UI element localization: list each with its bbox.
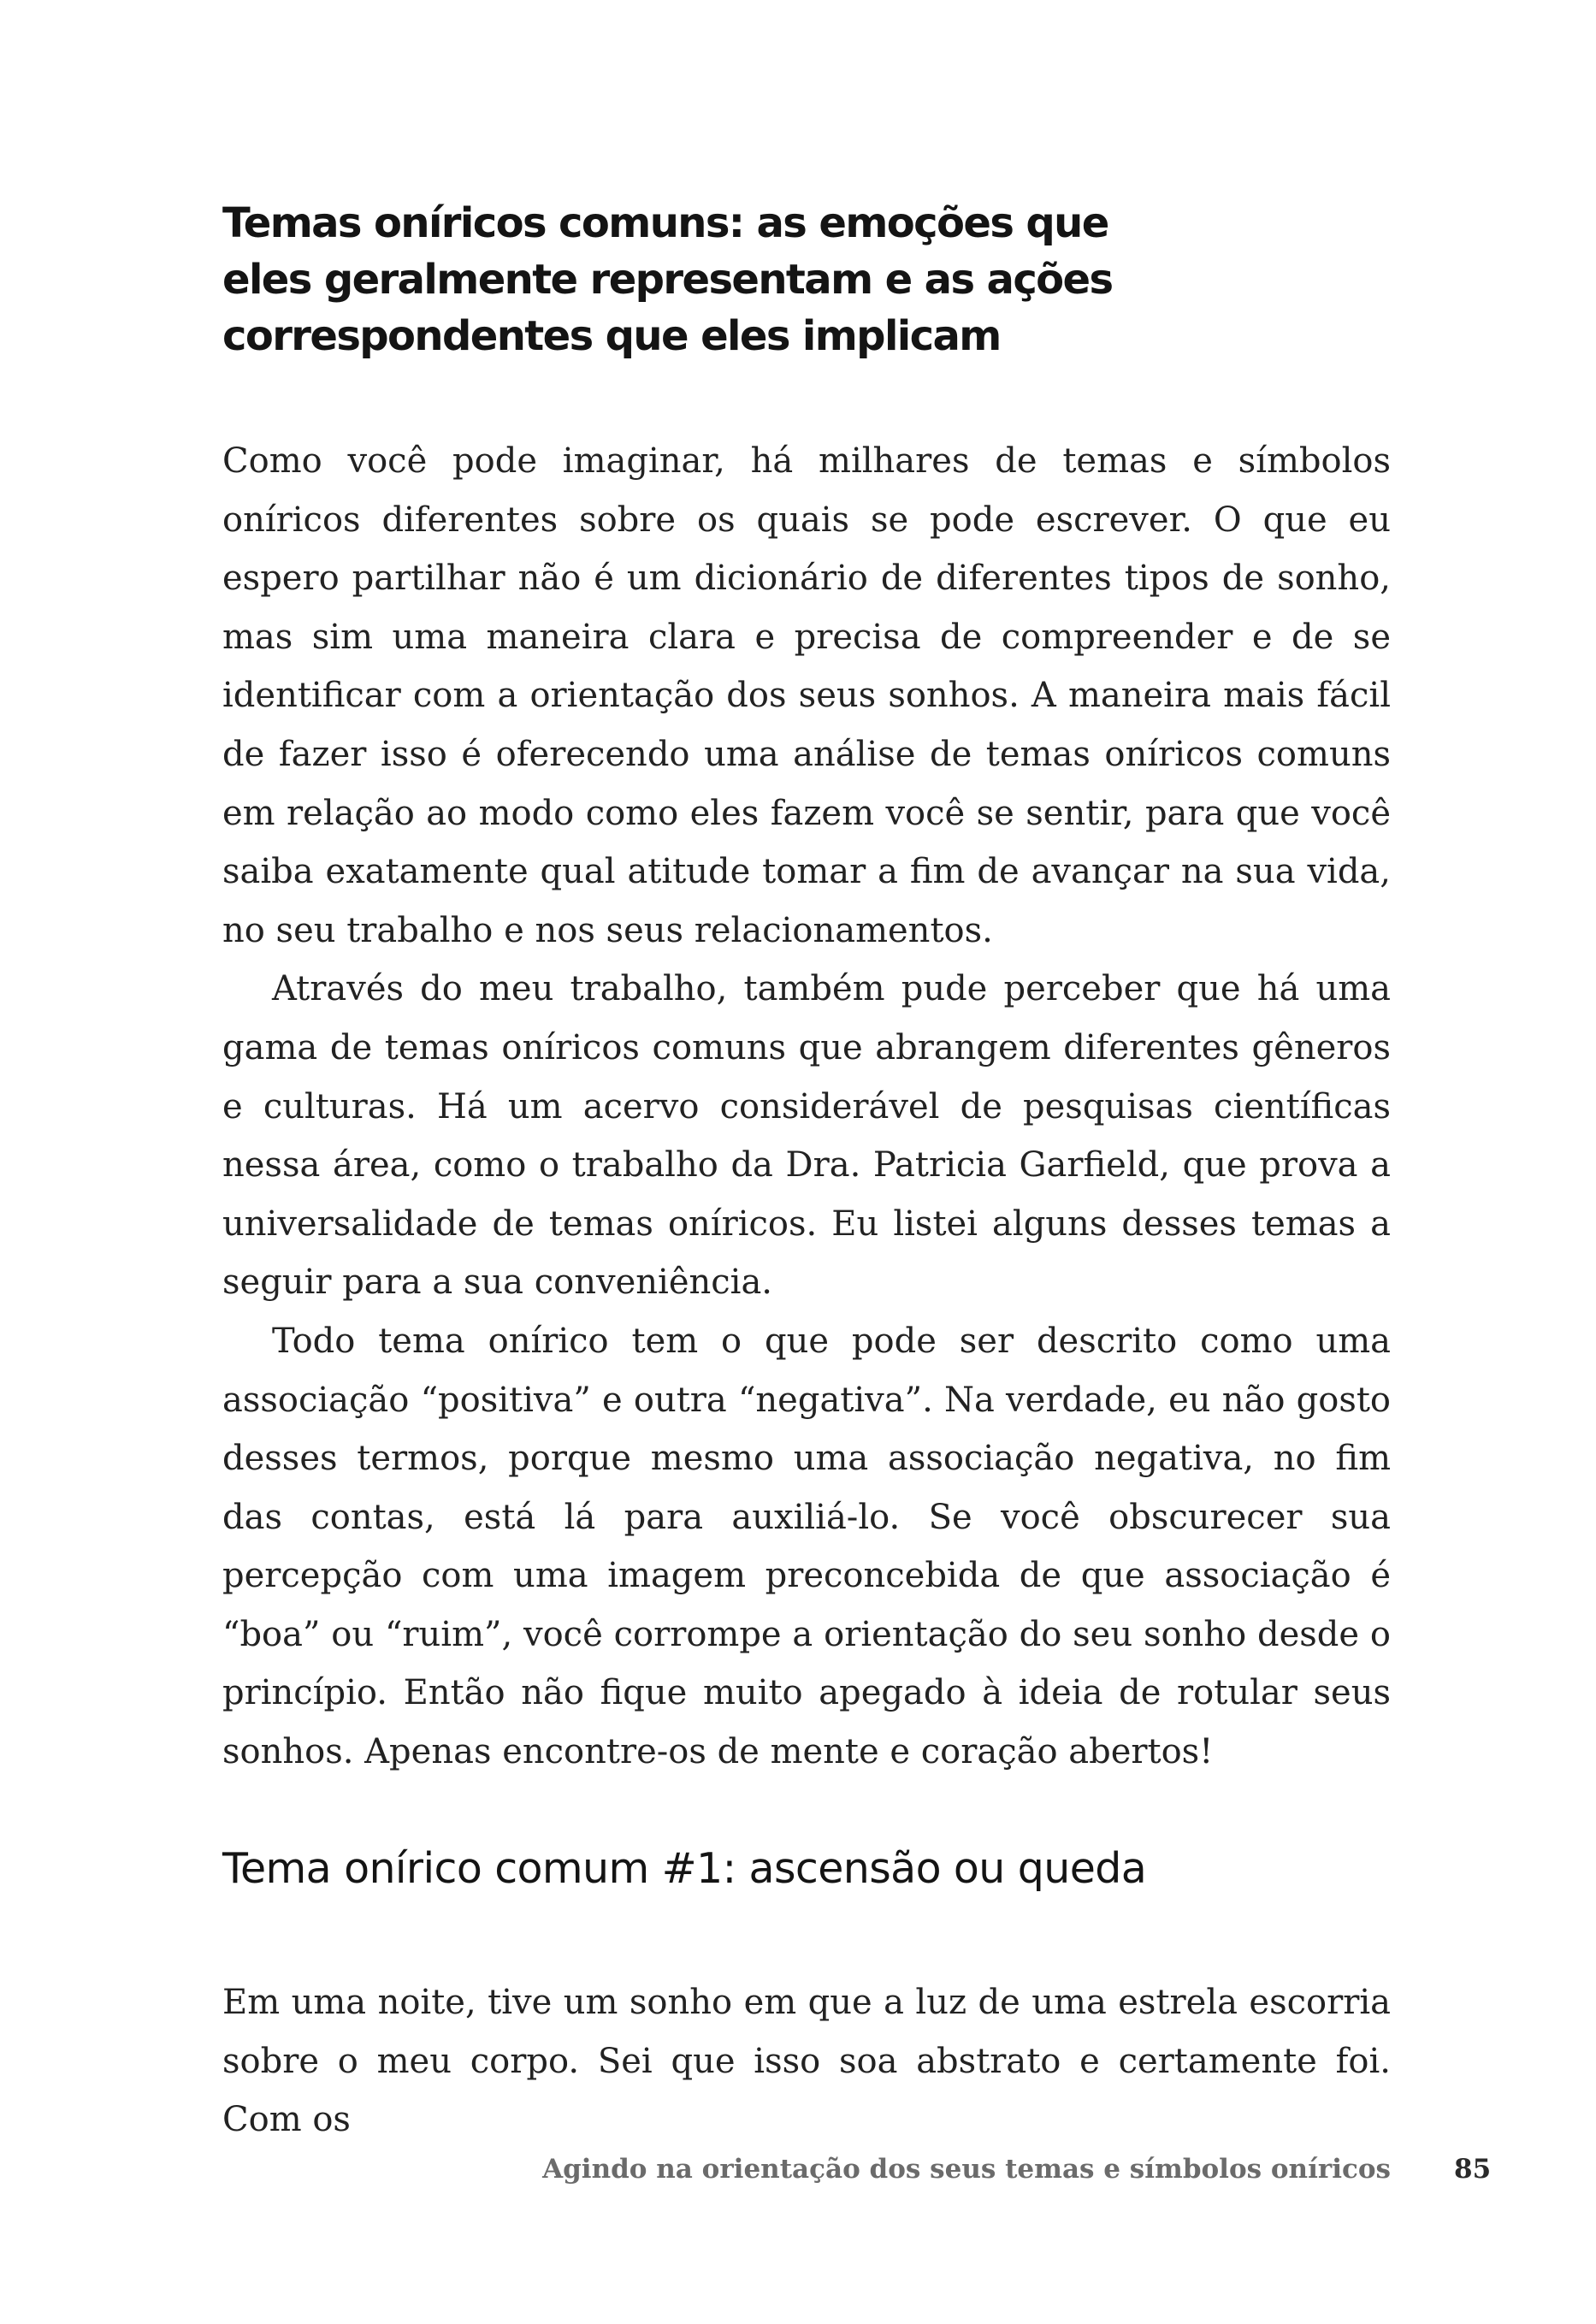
- paragraph-section-1: Em uma noite, tive um sonho em que a luz de uma estrela escorria sobre o meu corpo. Sei que isso soa abstrato e certamente foi. Com os: [222, 1983, 1391, 2140]
- paragraph-2: Através do meu trabalho, também pude perceber que há uma gama de temas oníricos comuns que abrangem diferentes gêneros e culturas. Há um acervo considerável de pesquisas científicas nessa área, como o trabalho da Dra. Patricia Garfield, que prova a universalidade de temas oníricos. Eu listei alguns desses temas a seguir para a sua conveniência.: [222, 969, 1391, 1303]
- paragraph-1: Como você pode imaginar, há milhares de temas e símbolos oníricos diferentes sobre os quais se pode escrever. O que eu espero partilhar não é um dicionário de diferentes tipos de sonho, mas sim uma maneira clara e precisa de compreender e de se identificar com a orientação dos seus sonhos. A maneira mais fácil de fazer isso é oferecendo uma análise de temas oníricos comuns em relação ao modo como eles fazem você se sentir, para que você saiba exatamente qual atitude tomar a fim de avançar na sua vida, no seu trabalho e nos seus relacionamentos.: [222, 441, 1391, 950]
- body-text-intro: [222, 432, 1391, 1782]
- running-footer-title: Agindo na orientação dos seus temas e símbolos oníricos: [542, 2154, 1391, 2185]
- page-number: 85: [1454, 2154, 1492, 2185]
- section-heading: Tema onírico comum #1: ascensão ou queda: [222, 1844, 1147, 1893]
- body-text-section: [222, 1973, 1391, 2150]
- chapter-heading: Temas oníricos comuns: as emoções que eles geralmente representam e as ações correspondentes que eles implicam: [222, 199, 1113, 360]
- paragraph-3: Todo tema onírico tem o que pode ser descrito como uma associação “positiva” e outra “negativa”. Na verdade, eu não gosto desses termos, porque mesmo uma associação negativa, no fim das contas, está lá para auxiliá-lo. Se você obscurecer sua percepção com uma imagem preconcebida de que associação é “boa” ou “ruim”, você corrompe a orientação do seu sonho desde o princípio. Então não fique muito apegado à ideia de rotular seus sonhos. Apenas encontre-os de mente e coração abertos!: [222, 1321, 1391, 1772]
